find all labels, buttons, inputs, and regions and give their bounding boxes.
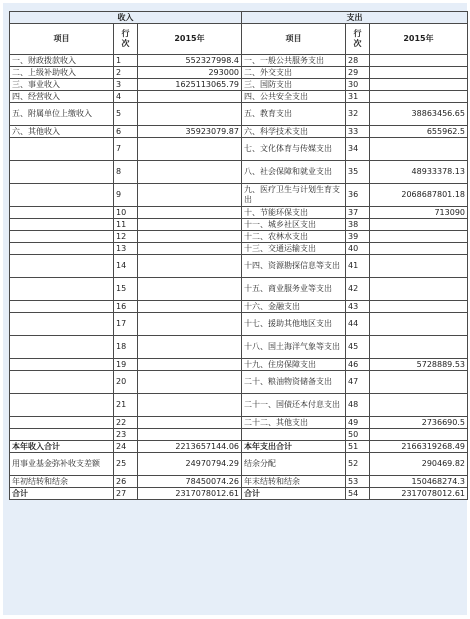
expense-item-cell: 二十二、其他支出 <box>242 417 346 429</box>
expense-line-no-cell: 36 <box>346 184 370 207</box>
income-line-no-cell: 11 <box>114 219 138 231</box>
expense-line-no-cell: 39 <box>346 231 370 243</box>
expense-item-cell: 九、医疗卫生与计划生育支出 <box>242 184 346 207</box>
expense-line-no-cell: 33 <box>346 126 370 138</box>
income-line-no-cell: 9 <box>114 184 138 207</box>
table-row <box>10 184 468 207</box>
expense-amount-cell <box>370 301 468 313</box>
table-body <box>10 55 468 500</box>
income-item-cell <box>10 417 114 429</box>
expense-item-cell: 本年支出合计 <box>242 441 346 453</box>
income-line-no-cell: 13 <box>114 243 138 255</box>
expense-line-no-cell: 29 <box>346 67 370 79</box>
income-item-cell <box>10 371 114 394</box>
expense-item-cell: 十七、援助其他地区支出 <box>242 313 346 336</box>
expense-item-cell: 十八、国土海洋气象等支出 <box>242 336 346 359</box>
expense-amount-cell <box>370 138 468 161</box>
income-amount-cell <box>138 394 242 417</box>
income-amount-cell <box>138 336 242 359</box>
expense-amount-cell <box>370 394 468 417</box>
income-item-header: 项目 <box>10 24 114 55</box>
income-amount-cell <box>138 301 242 313</box>
expense-line-no-cell: 35 <box>346 161 370 184</box>
expense-line-no-cell: 47 <box>346 371 370 394</box>
income-amount-cell <box>138 359 242 371</box>
expense-amount-cell: 2068687801.18 <box>370 184 468 207</box>
table-row <box>10 441 468 453</box>
expense-amount-cell <box>370 255 468 278</box>
expense-item-cell: 二十、粮油物资储备支出 <box>242 371 346 394</box>
income-amount-cell: 2317078012.61 <box>138 488 242 500</box>
income-amount-cell: 24970794.29 <box>138 453 242 476</box>
expense-line-no-cell: 38 <box>346 219 370 231</box>
income-item-cell <box>10 219 114 231</box>
expense-line-no-cell: 54 <box>346 488 370 500</box>
income-amount-cell <box>138 91 242 103</box>
table-row <box>10 91 468 103</box>
expense-line-no-cell: 53 <box>346 476 370 488</box>
income-amount-cell <box>138 184 242 207</box>
income-line-no-cell: 6 <box>114 126 138 138</box>
income-item-cell: 五、附属单位上缴收入 <box>10 103 114 126</box>
table-row <box>10 488 468 500</box>
expense-amount-cell: 713090 <box>370 207 468 219</box>
income-item-cell <box>10 184 114 207</box>
expense-amount-cell <box>370 336 468 359</box>
table-row <box>10 336 468 359</box>
income-line-no-cell: 21 <box>114 394 138 417</box>
expense-item-cell: 七、文化体育与传媒支出 <box>242 138 346 161</box>
income-amount-cell: 78450074.26 <box>138 476 242 488</box>
income-line-no-cell: 23 <box>114 429 138 441</box>
income-amount-cell <box>138 313 242 336</box>
income-item-cell: 合计 <box>10 488 114 500</box>
income-amount-cell <box>138 231 242 243</box>
income-line-no-cell: 26 <box>114 476 138 488</box>
expense-amount-cell <box>370 371 468 394</box>
income-line-no-cell: 10 <box>114 207 138 219</box>
table-row <box>10 67 468 79</box>
table-row <box>10 371 468 394</box>
expense-amount-cell <box>370 55 468 67</box>
expense-amount-cell: 2166319268.49 <box>370 441 468 453</box>
income-amount-cell <box>138 103 242 126</box>
income-item-cell <box>10 243 114 255</box>
income-line-no-cell: 4 <box>114 91 138 103</box>
expense-amount-cell: 48933378.13 <box>370 161 468 184</box>
expense-item-cell: 十四、资源勘探信息等支出 <box>242 255 346 278</box>
income-line-no-cell: 7 <box>114 138 138 161</box>
expense-amount-cell <box>370 231 468 243</box>
expense-line-no-cell: 44 <box>346 313 370 336</box>
income-item-cell <box>10 278 114 301</box>
expense-line-no-cell: 28 <box>346 55 370 67</box>
income-item-cell <box>10 429 114 441</box>
table-row <box>10 394 468 417</box>
expense-line-no-cell: 43 <box>346 301 370 313</box>
expense-amount-cell: 2317078012.61 <box>370 488 468 500</box>
expense-amount-cell: 655962.5 <box>370 126 468 138</box>
income-item-cell: 六、其他收入 <box>10 126 114 138</box>
expense-section-header: 支出 <box>242 12 468 24</box>
income-line-no-cell: 17 <box>114 313 138 336</box>
table-row <box>10 313 468 336</box>
expense-item-cell: 二、外交支出 <box>242 67 346 79</box>
table-row <box>10 79 468 91</box>
income-item-cell: 四、经营收入 <box>10 91 114 103</box>
income-line-no-cell: 12 <box>114 231 138 243</box>
income-amount-cell <box>138 161 242 184</box>
expense-line-no-cell: 34 <box>346 138 370 161</box>
income-amount-cell <box>138 417 242 429</box>
income-line-no-cell: 15 <box>114 278 138 301</box>
table-row <box>10 219 468 231</box>
income-amount-cell <box>138 243 242 255</box>
income-item-cell <box>10 231 114 243</box>
income-expense-table <box>9 11 468 500</box>
expense-item-cell: 二十一、国债还本付息支出 <box>242 394 346 417</box>
expense-item-cell: 十一、城乡社区支出 <box>242 219 346 231</box>
income-line-no-cell: 1 <box>114 55 138 67</box>
income-amount-cell <box>138 138 242 161</box>
income-item-cell: 本年收入合计 <box>10 441 114 453</box>
income-line-no-cell: 25 <box>114 453 138 476</box>
expense-amount-cell: 5728889.53 <box>370 359 468 371</box>
expense-amount-cell <box>370 243 468 255</box>
income-line-no-cell: 20 <box>114 371 138 394</box>
expense-line-no-header: 行 次 <box>346 24 370 55</box>
table-row <box>10 301 468 313</box>
income-item-cell: 年初结转和结余 <box>10 476 114 488</box>
expense-line-no-cell: 52 <box>346 453 370 476</box>
table-row <box>10 429 468 441</box>
table-row <box>10 243 468 255</box>
income-item-cell <box>10 161 114 184</box>
income-line-no-cell: 8 <box>114 161 138 184</box>
table-row <box>10 417 468 429</box>
expense-item-cell: 六、科学技术支出 <box>242 126 346 138</box>
expense-item-cell: 结余分配 <box>242 453 346 476</box>
expense-amount-cell <box>370 91 468 103</box>
income-amount-cell: 293000 <box>138 67 242 79</box>
table-row <box>10 55 468 67</box>
income-amount-cell <box>138 278 242 301</box>
income-item-cell: 三、事业收入 <box>10 79 114 91</box>
expense-amount-cell <box>370 278 468 301</box>
expense-item-cell: 十、节能环保支出 <box>242 207 346 219</box>
expense-item-cell: 五、教育支出 <box>242 103 346 126</box>
expense-item-cell: 十六、金融支出 <box>242 301 346 313</box>
expense-line-no-cell: 50 <box>346 429 370 441</box>
income-line-no-cell: 16 <box>114 301 138 313</box>
income-item-cell <box>10 394 114 417</box>
income-amount-cell: 552327998.4 <box>138 55 242 67</box>
income-line-no-cell: 14 <box>114 255 138 278</box>
table-row <box>10 255 468 278</box>
income-line-no-cell: 2 <box>114 67 138 79</box>
income-line-no-cell: 22 <box>114 417 138 429</box>
expense-item-cell: 十九、住房保障支出 <box>242 359 346 371</box>
table-row <box>10 161 468 184</box>
income-amount-cell <box>138 207 242 219</box>
expense-line-no-cell: 32 <box>346 103 370 126</box>
expense-year-header: 2015年 <box>370 24 468 55</box>
income-line-no-cell: 3 <box>114 79 138 91</box>
income-item-cell: 二、上级补助收入 <box>10 67 114 79</box>
income-item-cell <box>10 301 114 313</box>
expense-item-cell: 合计 <box>242 488 346 500</box>
expense-line-no-cell: 51 <box>346 441 370 453</box>
expense-item-cell: 八、社会保障和就业支出 <box>242 161 346 184</box>
income-item-cell: 用事业基金弥补收支差额 <box>10 453 114 476</box>
expense-line-no-cell: 45 <box>346 336 370 359</box>
income-item-cell <box>10 138 114 161</box>
income-item-cell <box>10 255 114 278</box>
expense-amount-cell <box>370 219 468 231</box>
table-row <box>10 278 468 301</box>
expense-amount-cell: 2736690.5 <box>370 417 468 429</box>
income-section-header: 收入 <box>10 12 242 24</box>
income-line-no-cell: 24 <box>114 441 138 453</box>
expense-item-cell: 年末结转和结余 <box>242 476 346 488</box>
income-amount-cell <box>138 255 242 278</box>
expense-item-cell: 十五、商业服务业等支出 <box>242 278 346 301</box>
expense-item-header: 项目 <box>242 24 346 55</box>
expense-item-cell: 十三、交通运输支出 <box>242 243 346 255</box>
income-amount-cell <box>138 429 242 441</box>
income-amount-cell <box>138 371 242 394</box>
table-row <box>10 359 468 371</box>
income-line-no-cell: 5 <box>114 103 138 126</box>
income-line-no-cell: 18 <box>114 336 138 359</box>
table-row <box>10 126 468 138</box>
expense-line-no-cell: 31 <box>346 91 370 103</box>
income-amount-cell: 2213657144.06 <box>138 441 242 453</box>
table-row <box>10 476 468 488</box>
table-row <box>10 231 468 243</box>
expense-amount-cell <box>370 79 468 91</box>
expense-item-cell: 四、公共安全支出 <box>242 91 346 103</box>
income-line-no-header: 行 次 <box>114 24 138 55</box>
expense-line-no-cell: 30 <box>346 79 370 91</box>
income-year-header: 2015年 <box>138 24 242 55</box>
expense-item-cell: 十二、农林水支出 <box>242 231 346 243</box>
income-amount-cell: 35923079.87 <box>138 126 242 138</box>
table-row <box>10 138 468 161</box>
expense-amount-cell: 290469.82 <box>370 453 468 476</box>
expense-item-cell: 三、国防支出 <box>242 79 346 91</box>
expense-line-no-cell: 42 <box>346 278 370 301</box>
expense-line-no-cell: 49 <box>346 417 370 429</box>
expense-line-no-cell: 41 <box>346 255 370 278</box>
expense-line-no-cell: 40 <box>346 243 370 255</box>
table-row <box>10 103 468 126</box>
table-row <box>10 207 468 219</box>
income-item-cell <box>10 359 114 371</box>
expense-amount-cell: 38863456.65 <box>370 103 468 126</box>
income-item-cell <box>10 207 114 219</box>
expense-amount-cell: 150468274.3 <box>370 476 468 488</box>
table-row <box>10 453 468 476</box>
expense-item-cell <box>242 429 346 441</box>
income-line-no-cell: 27 <box>114 488 138 500</box>
expense-item-cell: 一、一般公共服务支出 <box>242 55 346 67</box>
income-amount-cell: 1625113065.79 <box>138 79 242 91</box>
income-item-cell: 一、财政拨款收入 <box>10 55 114 67</box>
income-line-no-cell: 19 <box>114 359 138 371</box>
expense-amount-cell <box>370 313 468 336</box>
report-frame <box>3 3 467 615</box>
expense-line-no-cell: 46 <box>346 359 370 371</box>
expense-line-no-cell: 37 <box>346 207 370 219</box>
income-item-cell <box>10 336 114 359</box>
income-amount-cell <box>138 219 242 231</box>
expense-amount-cell <box>370 67 468 79</box>
expense-amount-cell <box>370 429 468 441</box>
expense-line-no-cell: 48 <box>346 394 370 417</box>
income-item-cell <box>10 313 114 336</box>
